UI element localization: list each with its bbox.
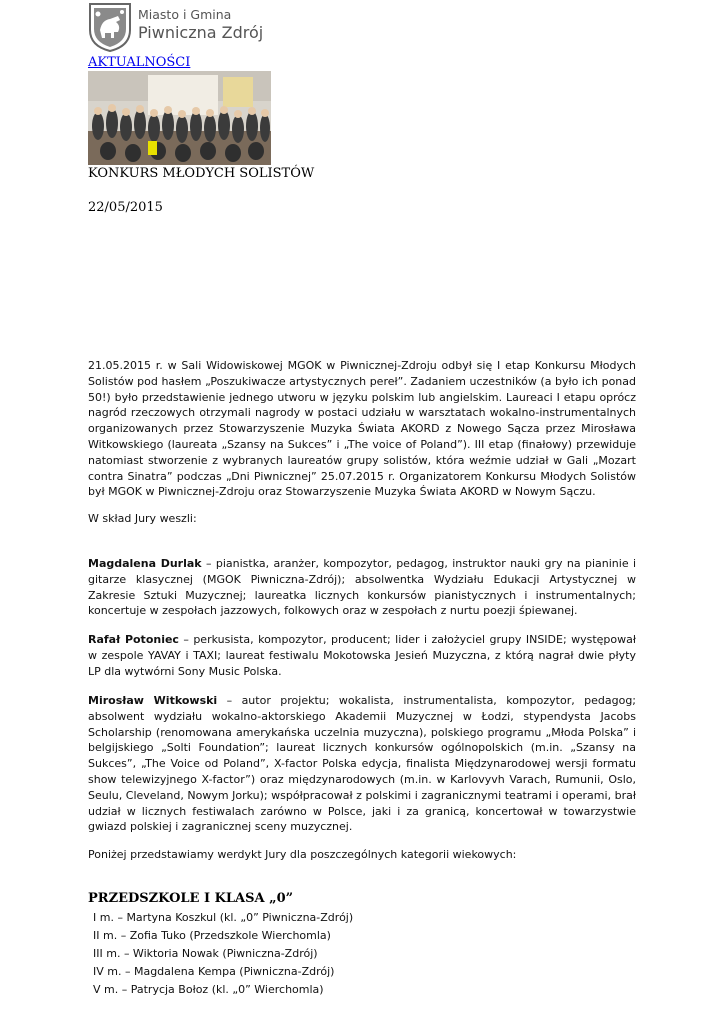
jury-member-name: Rafał Potoniec: [88, 633, 179, 646]
jury-member-name: Magdalena Durlak: [88, 557, 202, 570]
list-item: I m. – Martyna Koszkul (kl. „0” Piwniczna-Zdrój): [93, 911, 354, 924]
list-item: V m. – Patrycja Bołoz (kl. „0” Wierchomla): [93, 983, 324, 996]
list-item: IV m. – Magdalena Kempa (Piwniczna-Zdrój): [93, 965, 335, 978]
category-title: PRZEDSZKOLE I KLASA „0”: [88, 891, 294, 906]
jury-member-name: Mirosław Witkowski: [88, 694, 218, 707]
list-item: III m. – Wiktoria Nowak (Piwniczna-Zdrój): [93, 947, 318, 960]
coat-of-arms-icon: [88, 2, 132, 52]
article-intro: 21.05.2015 r. w Sali Widowiskowej MGOK w Piwnicznej-Zdroju odbył się I etap Konkursu Młodych Solistów pod hasłem „Poszukiwacze artystycznych pereł”. Zadaniem uczestników (a było ich ponad 50!) było przedstawienie jednego utworu w języku polskim lub angielskim. Laureaci I etapu oprócz nagród rzeczowych otrzymali nagrody w postaci udziału w warsztatach wokalno-instrumentalnych organizowanych przez Stowarzyszenie Muzyka Świata AKORD z Nowego Sącza przez Mirosława Witkowskiego (laureata „Szansy na Sukces” i „The voice of Poland”). III etap (finałowy) przewiduje natomiast stworzenie z wybranych laureatów grupy solistów, która weźmie udział w Gali „Mozart contra Sinatra” podczas „Dni Piwnicznej” 25.07.2015 r. Organizatorem Konkursu Młodych Solistów był MGOK w Piwnicznej-Zdroju oraz Stowarzyszenie Muzyka Świata AKORD w Nowym Sączu.: [88, 359, 636, 499]
verdict-intro: Poniżej przedstawiamy werdykt Jury dla poszczególnych kategorii wiekowych:: [88, 848, 517, 861]
jury-member-bio: – pianistka, aranżer, kompozytor, pedagog, instruktor nauki gry na pianinie i gitarze klasycznej (MGOK Piwniczna-Zdrój); absolwentka Wydziału Edukacji Artystycznej w Zakresie Sztuki Muzycznej; laureatka licznych konkursów pianistycznych i instrumentalnych; koncertuje w zespołach jazzowych, folkowych oraz w zespołach z nurtu poezji śpiewanej.: [88, 557, 636, 618]
jury-member-bio: – perkusista, kompozytor, producent; lider i założyciel grupy INSIDE; występował w zespole YAVAY i TAXI; laureat festiwalu Mokotowska Jesień Muzyczna, z którą nagrał dwie płyty LP dla wytwórni Sony Music Polska.: [88, 633, 637, 678]
jury-member: [88, 632, 636, 679]
jury-member: [88, 556, 636, 619]
group-photo-icon: [88, 71, 271, 165]
article-photo: [88, 71, 271, 165]
jury-intro: W skład Jury weszli:: [88, 512, 197, 525]
jury-member-bio: – autor projektu; wokalista, instrumentalista, kompozytor, pedagog; absolwent wydziału wokalno-aktorskiego Akademii Muzycznej w Łodzi, stypendysta Jacobs Scholarship (renomowana amerykańska uczelnia muzyczna), polskiego programu „Młoda Polska” i belgijskiego „Solti Foundation”; laureat licznych konkursów ogólnopolskich (m.in. „Szansy na Sukces”, „The Voice od Poland”, X-factor Polska edycja, finalista Międzynarodowej wersji formatu show telewizyjnego X-factor”) oraz międzynarodowych (m.in. w Karlovyvh Varach, Rumunii, Oslo, Seulu, Cleveland, Nowym Jorku); współpracował z polskimi i zagranicznymi teatrami i operami, brał udział w licznych festiwalach zarówno w Polsce, jaki i za granicą, koncertował w towarzystwie gwiazd polskiej i zagranicznej sceny muzycznej.: [88, 694, 637, 834]
winners-list: [93, 909, 353, 999]
site-logo[interactable]: [88, 2, 288, 52]
news-link[interactable]: AKTUALNOŚCI: [88, 55, 191, 70]
list-item: II m. – Zofia Tuko (Przedszkole Wierchomla): [93, 929, 331, 942]
logo-line2: Piwniczna Zdrój: [138, 23, 264, 42]
article-title: KONKURS MŁODYCH SOLISTÓW: [88, 166, 315, 181]
jury-member: [88, 693, 636, 835]
article-date: 22/05/2015: [88, 200, 163, 215]
logo-line1: Miasto i Gmina: [138, 7, 232, 22]
